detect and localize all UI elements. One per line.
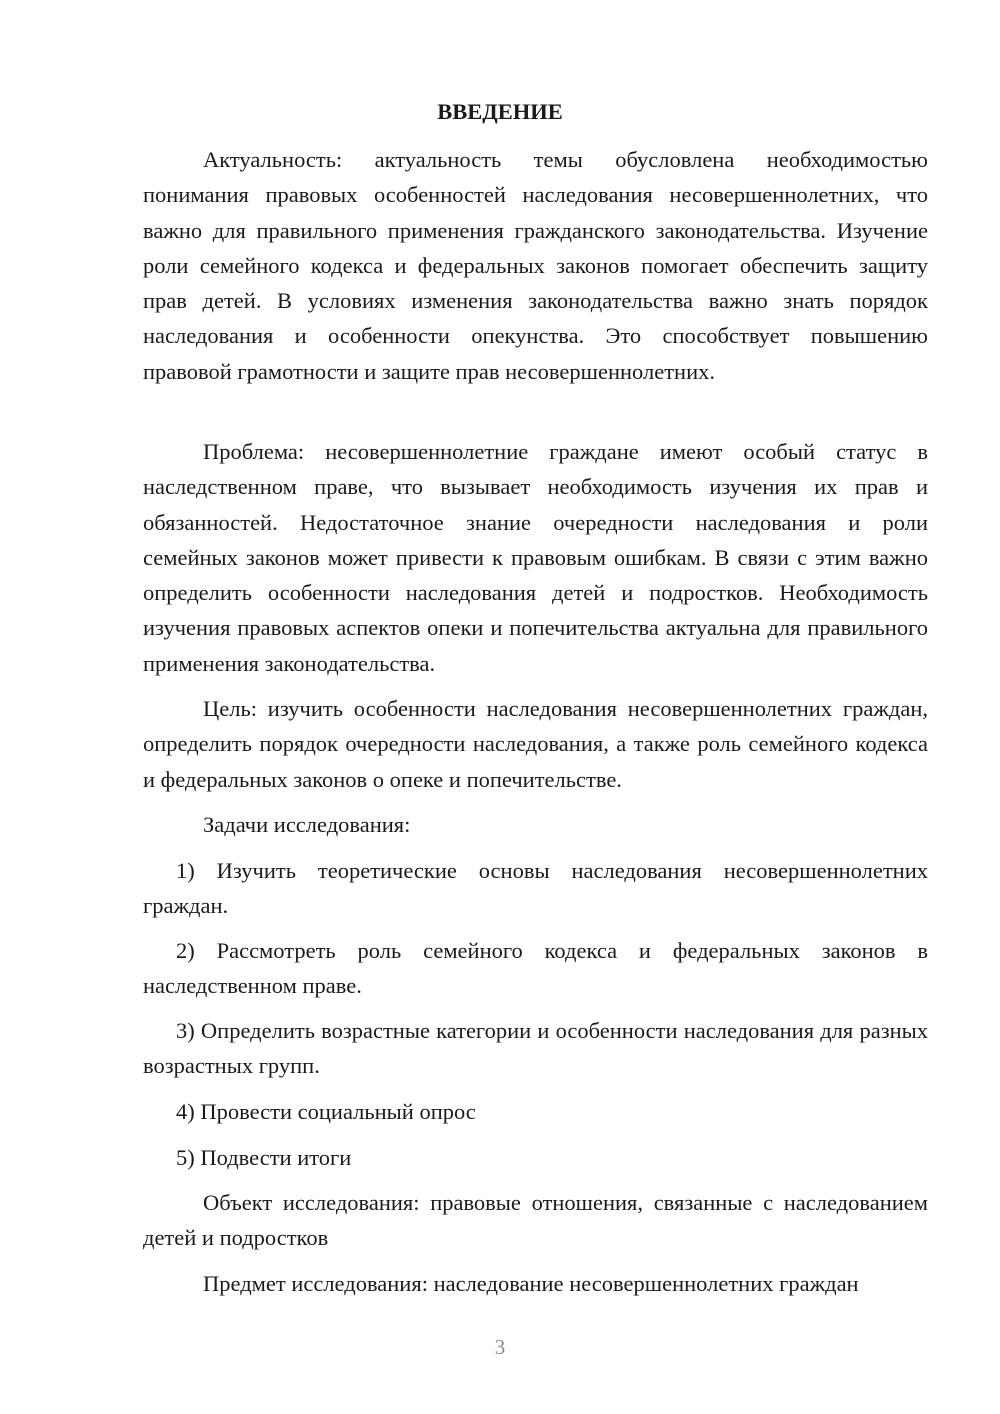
relevance-paragraph: Актуальность: актуальность темы обусловлена необходимостью понимания правовых особенностей наследования несовершеннолетних, что важно для правильного применения гражданского законодательства. Изучение роли семейного кодекса и федеральных законов помогает обеспечить защиту прав детей. В условиях изменения законодательства важно знать порядок наследования и особенности опекунства. Это способствует повышению правовой грамотности и защите прав несовершеннолетних. [143, 147, 928, 384]
object-paragraph: Объект исследования: правовые отношения, связанные с наследованием детей и подростков [143, 1190, 928, 1251]
page-number: 3 [494, 1335, 506, 1359]
page-title: ВВЕДЕНИЕ [437, 99, 563, 124]
subject-paragraph: Предмет исследования: наследование несовершеннолетних граждан [203, 1271, 859, 1296]
task-item-5: 5) Подвести итоги [176, 1145, 352, 1170]
task-item-3: 3) Определить возрастные категории и особенности наследования для разных возрастных групп. [143, 1018, 928, 1079]
task-item-2: 2) Рассмотреть роль семейного кодекса и федеральных законов в наследственном праве. [143, 938, 928, 999]
task-item-1: 1) Изучить теоретические основы наследования несовершеннолетних граждан. [143, 858, 928, 919]
problem-paragraph: Проблема: несовершеннолетние граждане имеют особый статус в наследственном праве, что вызывает необходимость изучения их прав и обязанностей. Недостаточное знание очередности наследования и роли семейных законов может привести к правовым ошибкам. В связи с этим важно определить особенности наследования детей и подростков. Необходимость изучения правовых аспектов опеки и попечительства актуальна для правильного применения законодательства. [143, 439, 928, 676]
task-item-4: 4) Провести социальный опрос [176, 1099, 476, 1124]
goal-paragraph: Цель: изучить особенности наследования несовершеннолетних граждан, определить порядок очередности наследования, а также роль семейного кодекса и федеральных законов о опеке и попечительстве. [143, 696, 928, 792]
tasks-heading: Задачи исследования: [203, 812, 411, 837]
